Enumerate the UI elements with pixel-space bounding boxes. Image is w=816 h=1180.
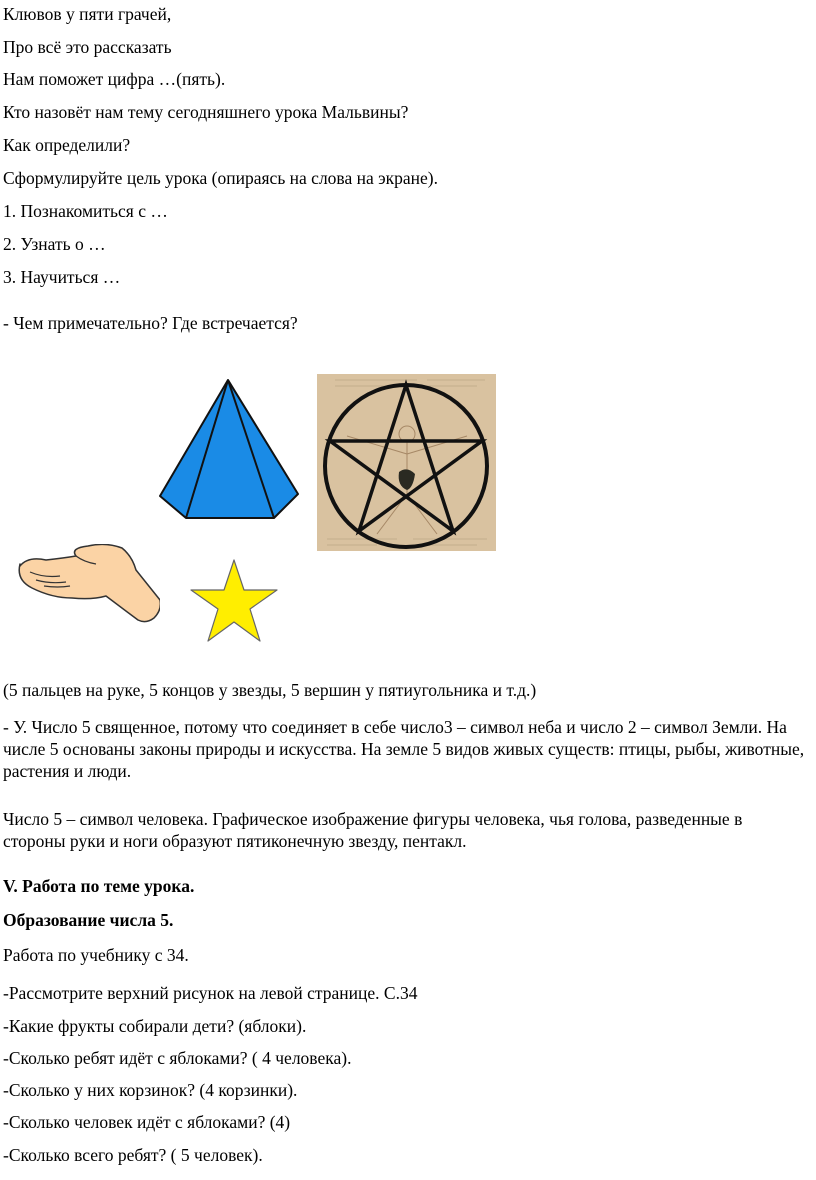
question-2: -Какие фрукты собирали дети? (яблоки).: [3, 1016, 307, 1036]
how-determined-question: Как определили?: [3, 135, 131, 155]
examples-text: (5 пальцев на руке, 5 концов у звезды, 5 вершин у пятиугольника и т.д.): [3, 680, 537, 700]
textbook-line: Работа по учебнику с 34.: [3, 945, 189, 965]
lesson-goal-prompt: Сформулируйте цель урока (опираясь на слова на экране).: [3, 168, 438, 188]
question-6: -Сколько всего ребят? ( 5 человек).: [3, 1145, 263, 1165]
where-found-question: - Чем примечательно? Где встречается?: [3, 313, 298, 333]
poem-line-1: Клювов у пяти грачей,: [3, 4, 172, 24]
open-hand-image: [16, 544, 160, 632]
teacher-paragraph-2: Число 5 – символ человека. Графическое изображение фигуры человека, чья голова, разведенные в стороны руки и ноги образуют пятиконечную звезду, пентакл.: [3, 809, 743, 851]
pentagonal-pyramid-image: [158, 378, 300, 520]
goal-item-2: 2. Узнать о …: [3, 234, 106, 254]
question-3: -Сколько ребят идёт с яблоками? ( 4 человека).: [3, 1048, 352, 1068]
poem-line-2: Про всё это рассказать: [3, 37, 172, 57]
vitruvian-pentagram-image: [317, 374, 496, 551]
yellow-star-image: [189, 558, 279, 644]
section-subheading: Образование числа 5.: [3, 910, 174, 930]
poem-line-3: Нам поможет цифра …(пять).: [3, 69, 226, 89]
question-5: -Сколько человек идёт с яблоками? (4): [3, 1112, 291, 1132]
goal-item-3: 3. Научиться …: [3, 267, 121, 287]
question-1: -Рассмотрите верхний рисунок на левой странице. С.34: [3, 983, 418, 1003]
section-heading: V. Работа по теме урока.: [3, 876, 195, 896]
teacher-paragraph-1: - У. Число 5 священное, потому что соединяет в себе число3 – символ неба и число 2 – символ Земли. На числе 5 основаны законы природы и искусства. На земле 5 видов живых существ: птицы, рыбы, животные, растения и люди.: [3, 717, 805, 781]
goal-item-1: 1. Познакомиться с …: [3, 201, 168, 221]
lesson-topic-question: Кто назовёт нам тему сегодняшнего урока Мальвины?: [3, 102, 409, 122]
question-4: -Сколько у них корзинок? (4 корзинки).: [3, 1080, 298, 1100]
